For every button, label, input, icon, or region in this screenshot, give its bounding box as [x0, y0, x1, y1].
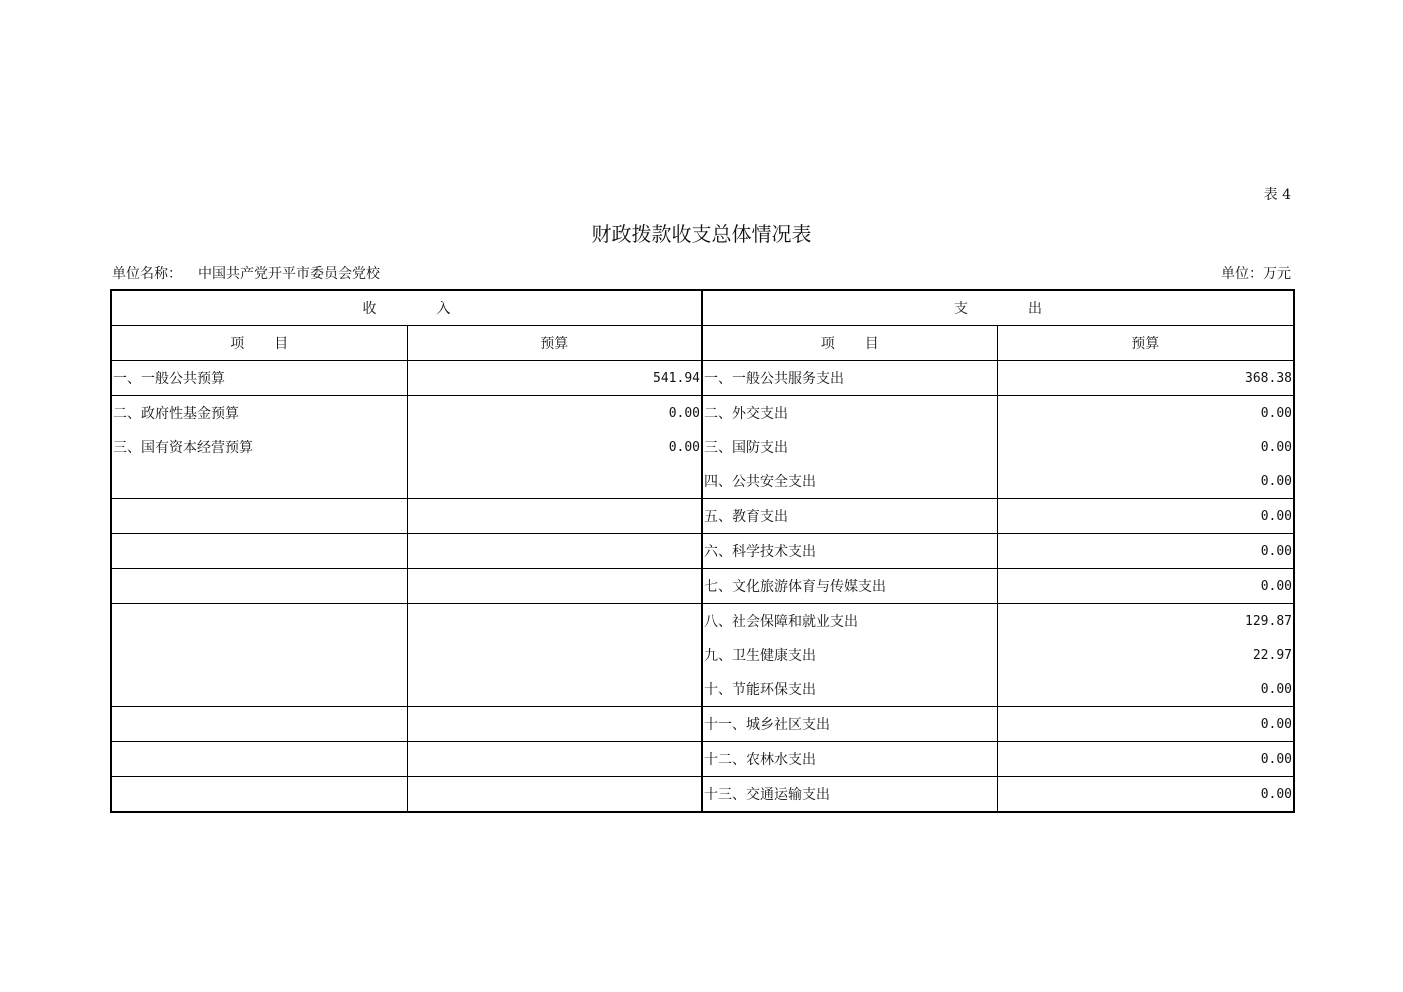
table-row: [111, 604, 1294, 639]
table-row: [111, 534, 1294, 569]
expense-item-cell: 十二、农林水支出: [702, 742, 997, 777]
income-value-cell: [407, 604, 702, 639]
expense-value-cell: 0.00: [997, 707, 1294, 742]
table-row: [111, 569, 1294, 604]
table-row: [111, 742, 1294, 777]
income-item-cell: [111, 777, 407, 813]
column-header-row: [111, 326, 1294, 361]
income-item-cell: [111, 499, 407, 534]
expense-item-cell: 一、一般公共服务支出: [702, 361, 997, 396]
expense-value-cell: 0.00: [997, 569, 1294, 604]
table-row: [111, 430, 1294, 464]
income-value-cell: [407, 464, 702, 499]
expense-item-cell: 八、社会保障和就业支出: [702, 604, 997, 639]
expense-item-cell: 三、国防支出: [702, 430, 997, 464]
expense-item-cell: 二、外交支出: [702, 396, 997, 431]
expense-item-cell: 五、教育支出: [702, 499, 997, 534]
expense-value-cell: 22.97: [997, 638, 1294, 672]
expense-value-cell: 0.00: [997, 672, 1294, 707]
income-item-cell: [111, 707, 407, 742]
table-row: [111, 499, 1294, 534]
income-item-cell: 一、一般公共预算: [111, 361, 407, 396]
expense-item-cell: 四、公共安全支出: [702, 464, 997, 499]
expense-value-cell: 368.38: [997, 361, 1294, 396]
income-budget-header: 预算: [407, 326, 702, 361]
unit-currency: 单位：万元: [1221, 266, 1291, 282]
income-item-cell: [111, 604, 407, 639]
expense-value-cell: 0.00: [997, 464, 1294, 499]
income-value-cell: [407, 534, 702, 569]
income-item-cell: 三、国有资本经营预算: [111, 430, 407, 464]
income-value-cell: [407, 638, 702, 672]
income-item-cell: [111, 534, 407, 569]
expense-value-cell: 0.00: [997, 534, 1294, 569]
table-row: [111, 672, 1294, 707]
income-item-cell: [111, 464, 407, 499]
income-value-cell: [407, 707, 702, 742]
budget-table: [110, 289, 1295, 813]
income-value-cell: [407, 742, 702, 777]
income-item-cell: 二、政府性基金预算: [111, 396, 407, 431]
expense-item-cell: 十、节能环保支出: [702, 672, 997, 707]
income-value-cell: 0.00: [407, 430, 702, 464]
income-value-cell: [407, 569, 702, 604]
income-value-cell: 541.94: [407, 361, 702, 396]
expense-item-cell: 十一、城乡社区支出: [702, 707, 997, 742]
expense-section-header: 支 出: [702, 290, 1294, 326]
table-row: [111, 638, 1294, 672]
expense-item-cell: 九、卫生健康支出: [702, 638, 997, 672]
income-value-cell: [407, 777, 702, 813]
table-number: 表 4: [1263, 187, 1291, 203]
unit-name-value: 中国共产党开平市委员会党校: [198, 266, 380, 282]
expense-budget-header: 预算: [997, 326, 1294, 361]
income-value-cell: 0.00: [407, 396, 702, 431]
page-title: 财政拨款收支总体情况表: [591, 222, 812, 246]
expense-value-cell: 129.87: [997, 604, 1294, 639]
income-value-cell: [407, 672, 702, 707]
table-row: [111, 464, 1294, 499]
table-row: [111, 396, 1294, 431]
unit-name-label: 单位名称：: [112, 266, 182, 282]
income-item-cell: [111, 638, 407, 672]
expense-value-cell: 0.00: [997, 777, 1294, 813]
unit-name-line: [112, 263, 380, 283]
expense-item-header: 项 目: [702, 326, 997, 361]
table-row: [111, 707, 1294, 742]
income-value-cell: [407, 499, 702, 534]
section-header-row: [111, 290, 1294, 326]
table-row: [111, 361, 1294, 396]
expense-value-cell: 0.00: [997, 430, 1294, 464]
table-row: [111, 777, 1294, 813]
income-item-header: 项 目: [111, 326, 407, 361]
income-item-cell: [111, 569, 407, 604]
expense-item-cell: 六、科学技术支出: [702, 534, 997, 569]
expense-value-cell: 0.00: [997, 396, 1294, 431]
expense-item-cell: 七、文化旅游体育与传媒支出: [702, 569, 997, 604]
expense-value-cell: 0.00: [997, 499, 1294, 534]
expense-value-cell: 0.00: [997, 742, 1294, 777]
expense-item-cell: 十三、交通运输支出: [702, 777, 997, 813]
income-item-cell: [111, 742, 407, 777]
income-item-cell: [111, 672, 407, 707]
income-section-header: 收 入: [111, 290, 702, 326]
